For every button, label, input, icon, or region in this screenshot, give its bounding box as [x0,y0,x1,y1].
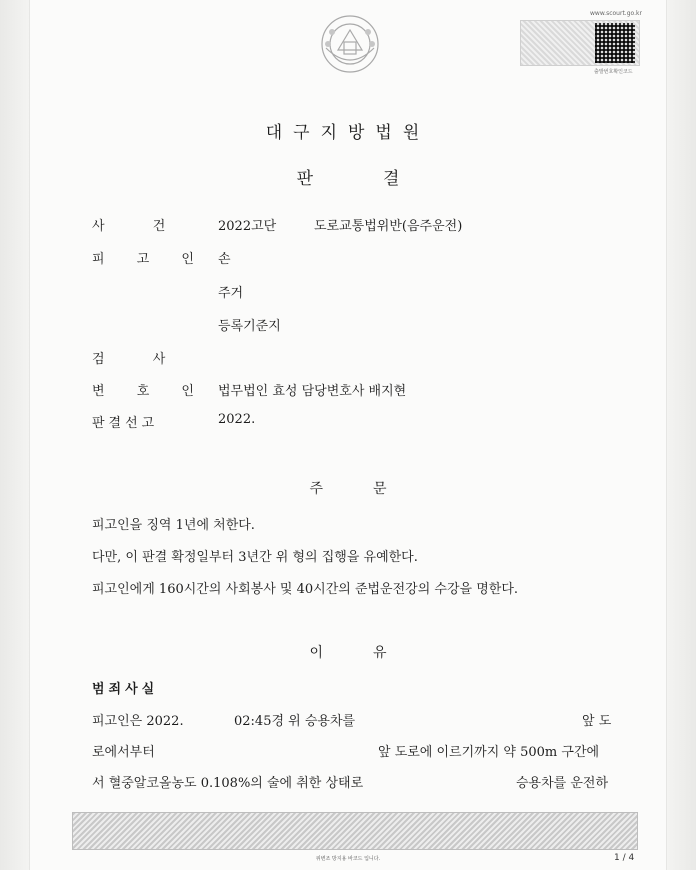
judgment-date-value: 2022. [218,412,256,427]
facts-line-2a: 로에서부터 [92,745,155,760]
defendant-label: 피 고 인 [92,252,208,267]
facts-line-1a: 피고인은 2022. [92,714,184,729]
prosecutor-label: 검 사 [92,352,188,367]
document-type [0,164,696,189]
order-heading-left: 주 [309,481,323,497]
order-heading [0,478,696,498]
order-line-3: 피고인에게 160시간의 사회봉사 및 40시간의 준법운전강의 수강을 명한다. [92,582,519,597]
anti-forgery-barcode [72,812,638,850]
site-url: www.scourt.go.kr [590,10,642,17]
reason-heading-right: 유 [373,645,387,661]
facts-line-3a: 서 혈중알코올농도 0.108%의 술에 취한 상태로 [92,776,364,791]
order-line-2: 다만, 이 판결 확정일부터 3년간 위 형의 집행을 유예한다. [92,550,418,565]
residence-label: 주거 [218,286,244,301]
counsel-value: 법무법인 효성 담당변호사 배지현 [218,384,407,399]
facts-line-2b: 앞 도로에 이르기까지 약 500m 구간에 [378,745,600,760]
qr-code-icon [595,23,635,63]
case-number: 2022고단 [218,219,277,234]
document-type-left: 판 [296,169,313,189]
qr-caption: 출발번호확인코드 [594,69,633,75]
order-heading-right: 문 [373,481,387,497]
registration-label: 등록기준지 [218,319,281,334]
document-type-right: 결 [383,169,400,189]
court-seal-icon [318,12,382,76]
crime-facts-title: 범죄사실 [92,682,159,697]
reason-heading [0,642,696,662]
facts-line-1b: 02:45경 위 승용차를 [234,714,356,729]
case-label: 사 건 [92,219,188,234]
facts-line-3b: 승용차를 운전하 [516,776,609,791]
order-line-1: 피고인을 징역 1년에 처한다. [92,518,255,533]
reason-heading-left: 이 [309,645,323,661]
facts-line-1c: 앞 도 [582,714,612,729]
case-name: 도로교통법위반(음주운전) [314,219,463,234]
defendant-name: 손 [218,252,231,267]
court-name: 대구지방법원 [265,123,431,143]
page-number: 1 / 4 [614,853,635,863]
verification-code-box [520,20,640,66]
counsel-label: 변 호 인 [92,384,208,399]
barcode-notice: 위변조 방지용 바코드 입니다. [315,856,381,862]
judgment-date-label: 판결선고 [92,416,159,431]
